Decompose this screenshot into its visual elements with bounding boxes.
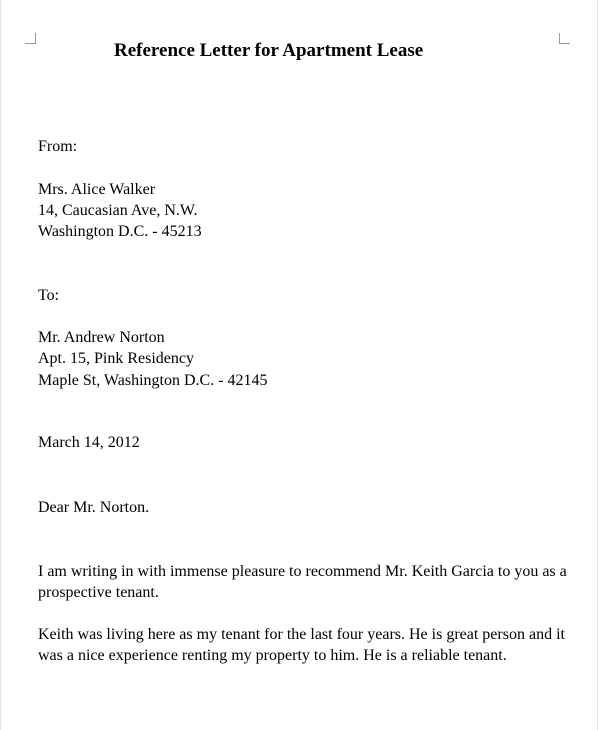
margin-corner-top-right-mark (559, 33, 570, 44)
letter-title: Reference Letter for Apartment Lease (114, 40, 424, 61)
body-paragraph: Keith was living here as my tenant for the last four years. He is great person and it was a nice experience renting my property to him. He is a reliable tenant. (38, 626, 565, 664)
sender-address-line1: 14, Caucasian Ave, N.W. (38, 202, 198, 219)
recipient-name: Mr. Andrew Norton (38, 329, 165, 346)
sender-name: Mrs. Alice Walker (38, 181, 156, 198)
recipient-address-line2: Maple St, Washington D.C. - 42145 (38, 372, 268, 389)
to-label: To: (38, 287, 60, 304)
body-paragraph: I am writing in with immense pleasure to recommend Mr. Keith Garcia to you as a prospective tenant. (38, 563, 567, 601)
sender-address-line2: Washington D.C. - 45213 (38, 223, 202, 240)
salutation: Dear Mr. Norton. (38, 499, 150, 516)
margin-corner-top-left-mark (25, 33, 36, 44)
from-label: From: (38, 138, 78, 155)
recipient-address-line1: Apt. 15, Pink Residency (38, 350, 194, 367)
letter-date: March 14, 2012 (38, 434, 140, 451)
